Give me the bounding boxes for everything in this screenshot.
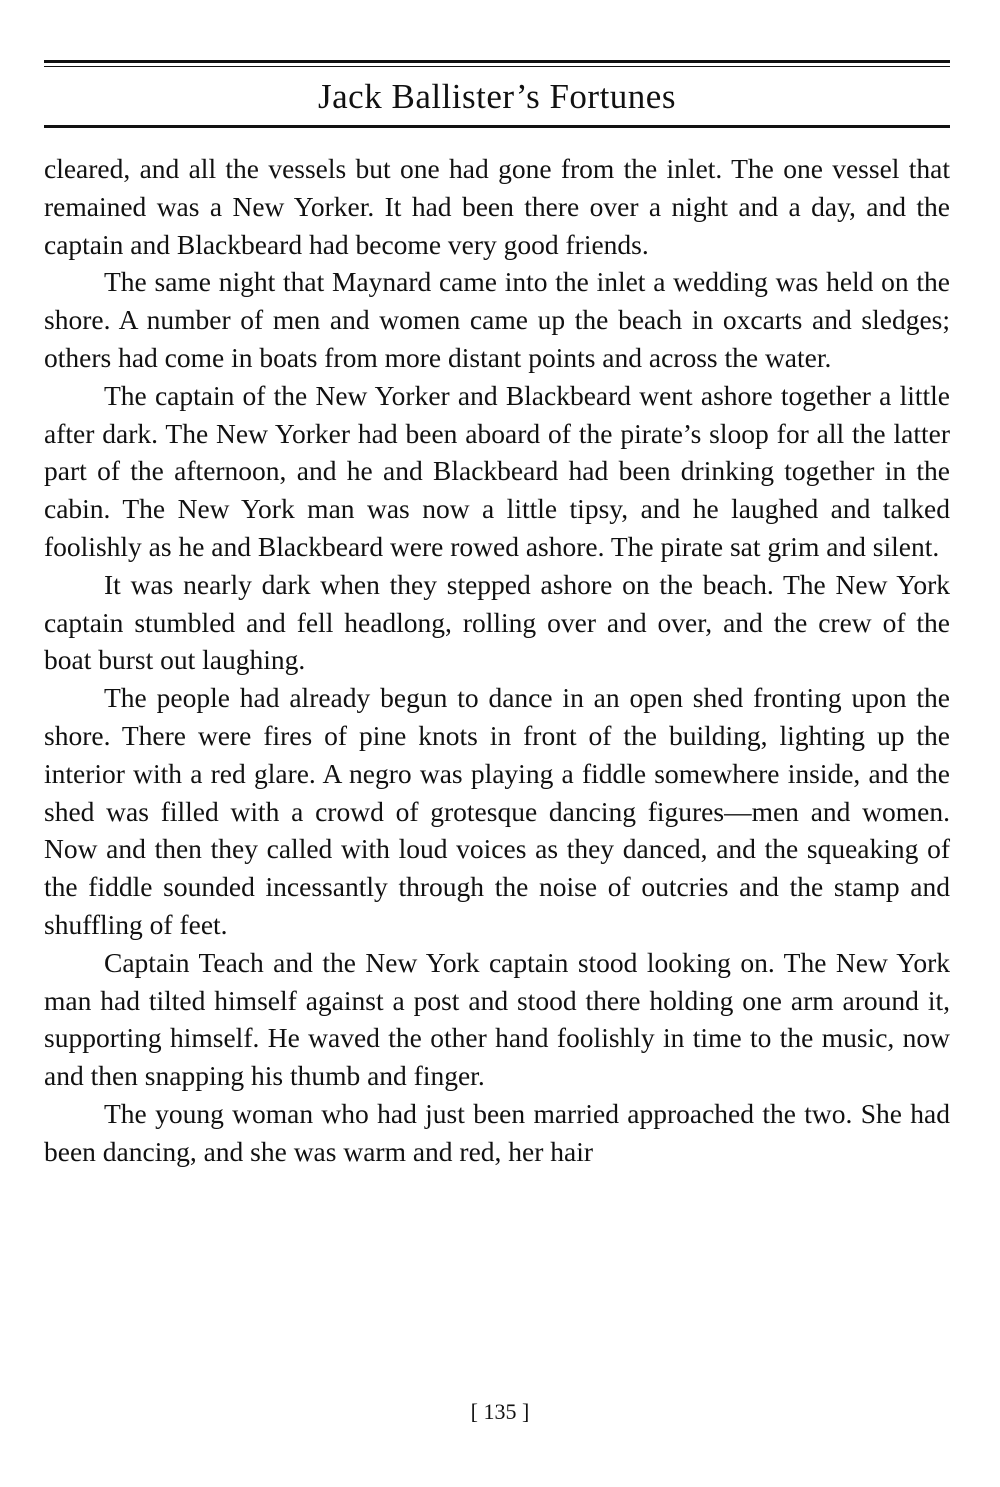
top-double-rule xyxy=(44,60,950,63)
body-text xyxy=(44,150,950,1171)
paragraph: The same night that Maynard came into the inlet a wedding was held on the shore. A number of men and women came up the beach in oxcarts and sledges; others had come in boats from more distant points and across the water. xyxy=(44,266,950,373)
page-number: [ 135 ] xyxy=(470,1399,530,1424)
running-head: Jack Ballister’s Fortunes xyxy=(318,77,676,116)
paragraph: cleared, and all the vessels but one had gone from the inlet. The one vessel that remained was a New Yorker. It had been there over a night and a day, and the captain and Blackbeard had become very good friends. xyxy=(44,153,950,260)
paragraph: The people had already begun to dance in an open shed fronting upon the shore. There were fires of pine knots in front of the building, lighting up the interior with a red glare. A negro was playing a fiddle somewhere inside, and the shed was filled with a crowd of grotesque dancing figures—men and women. Now and then they called with loud voices as they danced, and the squeaking of the fiddle sounded incessantly through the noise of outcries and the stamp and shuffling of feet. xyxy=(44,682,950,940)
header-rule xyxy=(44,125,950,128)
paragraph: The young woman who had just been married approached the two. She had been dancing, and she was warm and red, her hair xyxy=(44,1097,950,1167)
paragraph: The captain of the New Yorker and Blackbeard went ashore together a little after dark. The New Yorker had been aboard of the pirate’s sloop for all the latter part of the afternoon, and he and Blackbeard had been drinking together in the cabin. The New York man was now a little tipsy, and he laughed and talked foolishly as he and Blackbeard were rowed ashore. The pirate sat grim and silent. xyxy=(44,379,950,562)
paragraph: Captain Teach and the New York captain stood looking on. The New York man had tilted himself against a post and stood there holding one arm around it, supporting himself. He waved the other hand foolishly in time to the music, now and then snapping his thumb and finger. xyxy=(44,946,950,1092)
top-thin-rule xyxy=(44,66,950,67)
paragraph: It was nearly dark when they stepped ashore on the beach. The New York captain stumbled and fell headlong, rolling over and over, and the crew of the boat burst out laughing. xyxy=(44,568,950,676)
book-page xyxy=(44,60,950,1171)
